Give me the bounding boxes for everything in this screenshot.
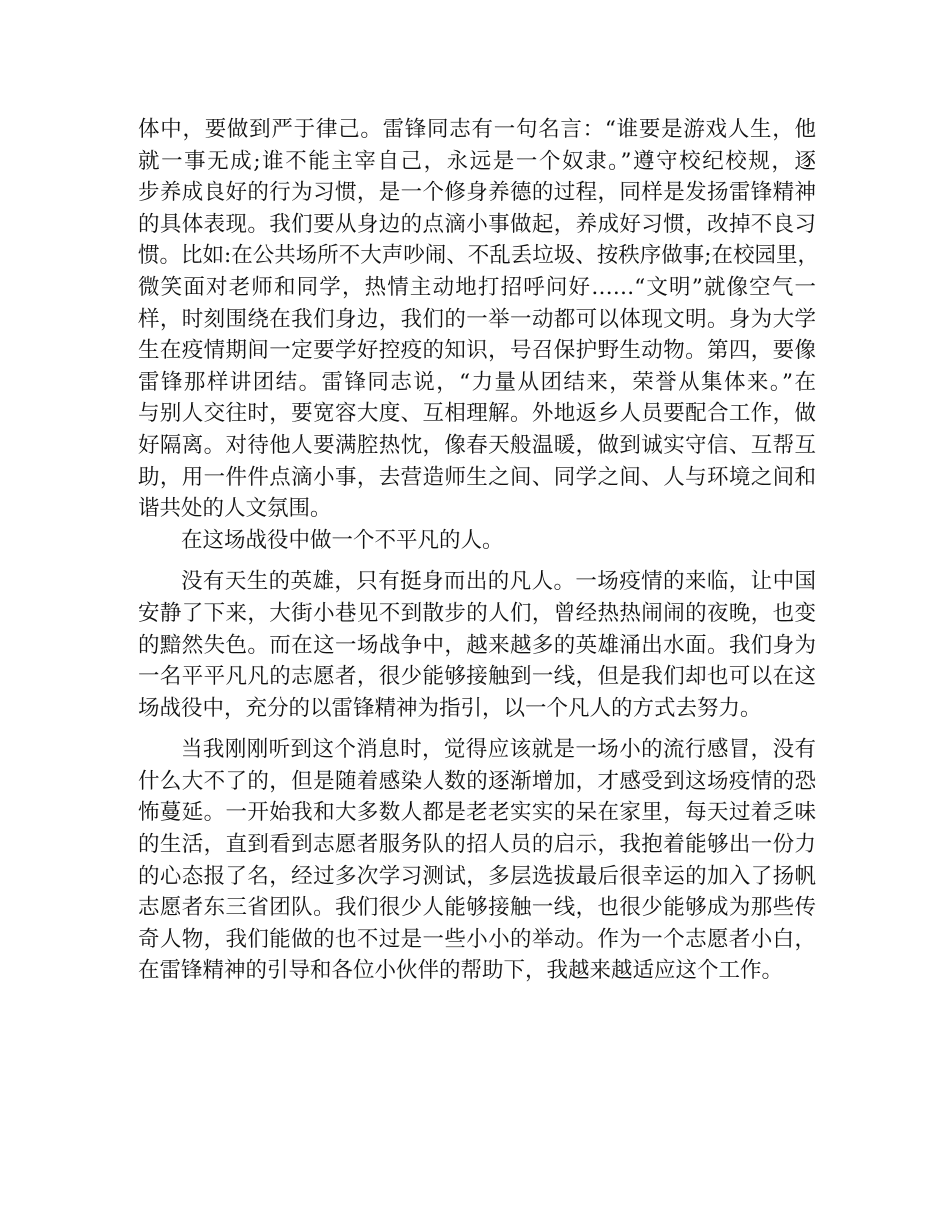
text-line: 志愿者东三省团队。我们很少人能够接触一线，也很少能够成为那些传	[138, 895, 816, 921]
text-line: 惯。比如:在公共场所不大声吵闹、不乱丢垃圾、按秩序做事;在校园里，	[138, 243, 819, 269]
text-line: 就一事无成;谁不能主宰自己，永远是一个奴隶。”遵守校纪校规，逐	[138, 148, 816, 174]
text-line: 生在疫情期间一定要学好控疫的知识，号召保护野生动物。第四，要像	[138, 338, 816, 364]
text-line: 的具体表现。我们要从身边的点滴小事做起，养成好习惯，改掉不良习	[138, 211, 816, 237]
text-line: 当我刚刚听到这个消息时，觉得应该就是一场小的流行感冒，没有	[181, 737, 816, 763]
text-line: 谐共处的人文氛围。	[138, 496, 332, 522]
text-line: 一名平平凡凡的志愿者，很少能够接触到一线，但是我们却也可以在这	[138, 664, 816, 690]
text-line: 什么大不了的，但是随着感染人数的逐渐增加，才感受到这场疫情的恐	[138, 768, 816, 794]
paragraph-3	[138, 566, 816, 724]
text-line: 体中，要做到严于律己。雷锋同志有一句名言：“谁要是游戏人生，他	[138, 117, 816, 142]
text-line: 的生活，直到看到志愿者服务队的招人员的启示，我抱着能够出一份力	[138, 832, 816, 858]
text-line: 场战役中，充分的以雷锋精神为指引，以一个凡人的方式去努力。	[138, 695, 762, 721]
text-line: 安静了下来，大街小巷见不到散步的人们，曾经热热闹闹的夜晚，也变	[138, 600, 816, 626]
text-line: 微笑面对老师和同学，热情主动地打招呼问好……“文明”就像空气一	[138, 274, 816, 300]
text-line: 怖蔓延。一开始我和大多数人都是老老实实的呆在家里，每天过着乏味	[138, 800, 816, 826]
document-page	[138, 114, 819, 987]
text-line: 的心态报了名，经过多次学习测试，多层选拔最后很幸运的加入了扬帆	[138, 863, 816, 889]
section-heading-line: 在这场战役中做一个不平凡的人。	[181, 527, 504, 553]
paragraph-2	[138, 525, 816, 557]
text-line: 样，时刻围绕在我们身边，我们的一举一动都可以体现文明。身为大学	[138, 306, 816, 332]
text-line: 好隔离。对待他人要满腔热忱，像春天般温暖，做到诚实守信、互帮互	[138, 432, 816, 458]
text-line: 奇人物，我们能做的也不过是一些小小的举动。作为一个志愿者小白，	[138, 926, 816, 952]
paragraph-4	[138, 734, 816, 987]
text-line: 步养成良好的行为习惯，是一个修身养德的过程，同样是发扬雷锋精神	[138, 180, 816, 206]
text-line: 助，用一件件点滴小事，去营造师生之间、同学之间、人与环境之间和	[138, 464, 816, 490]
text-line: 没有天生的英雄，只有挺身而出的凡人。一场疫情的来临，让中国	[181, 569, 816, 595]
text-line: 雷锋那样讲团结。雷锋同志说，“力量从团结来，荣誉从集体来。”在	[138, 369, 816, 395]
text-line: 与别人交往时，要宽容大度、互相理解。外地返乡人员要配合工作，做	[138, 401, 816, 427]
text-line: 的黯然失色。而在这一场战争中，越来越多的英雄涌出水面。我们身为	[138, 632, 816, 658]
text-line: 在雷锋精神的引导和各位小伙伴的帮助下，我越来越适应这个工作。	[138, 958, 784, 984]
paragraph-1	[138, 114, 819, 525]
